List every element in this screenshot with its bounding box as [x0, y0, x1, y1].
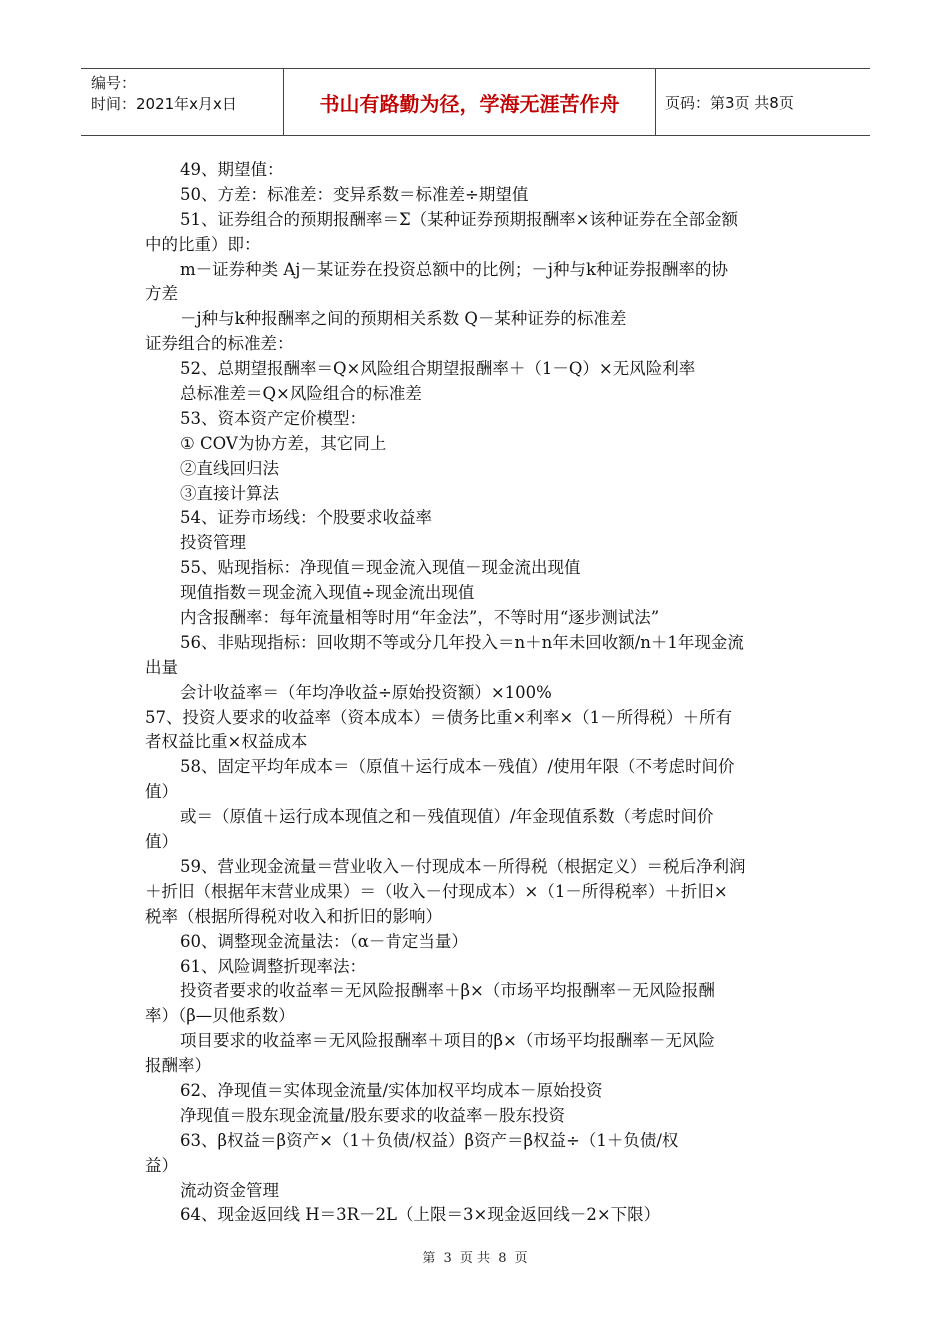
- text-line: －j种与k种报酬率之间的预期相关系数 Q－某种证券的标准差: [180, 309, 627, 329]
- text-line: 53、资本资产定价模型：: [180, 408, 366, 428]
- text-line: 中的比重）即：: [145, 234, 261, 254]
- text-line: 报酬率）: [145, 1056, 211, 1076]
- footer-total-pages: 8: [498, 1251, 507, 1266]
- document-number-label: 编号：: [91, 74, 137, 92]
- page-footer: [0, 1247, 950, 1266]
- header-motto: 书山有路勤为径，学海无涯苦作舟: [283, 69, 656, 135]
- document-body: [145, 158, 810, 1228]
- text-line: 项目要求的收益率＝无风险报酬率＋项目的β×（市场平均报酬率－无风险: [180, 1031, 715, 1051]
- text-line: 现值指数＝现金流入现值÷现金流出现值: [180, 583, 475, 603]
- text-line: ＋折旧（根据年末营业成果）＝（收入－付现成本）×（1－所得税率）＋折旧×: [145, 881, 728, 901]
- text-line: 56、非贴现指标：回收期不等或分几年投入＝n＋n年未回收额/n＋1年现金流: [180, 632, 744, 652]
- text-line: 59、营业现金流量＝营业收入－付现成本－所得税（根据定义）＝税后净利润: [180, 856, 746, 876]
- text-line: 50、方差：标准差：变异系数＝标准差÷期望值: [180, 184, 529, 204]
- text-line: 内含报酬率：每年流量相等时用“年金法”，不等时用“逐步测试法”: [180, 608, 660, 628]
- text-line: 会计收益率＝（年均净收益÷原始投资额）×100%: [180, 682, 552, 702]
- text-line: 或＝（原值＋运行成本现值之和－残值现值）/年金现值系数（考虑时间价: [180, 807, 714, 827]
- page-header: [81, 68, 870, 136]
- header-meta: [81, 69, 283, 135]
- footer-suffix: 页: [514, 1251, 528, 1266]
- text-line: 值）: [145, 832, 178, 852]
- text-line: 64、现金返回线 H＝3R－2L（上限＝3×现金返回线－2×下限）: [180, 1205, 661, 1225]
- text-line: 55、贴现指标：净现值＝现金流入现值－现金流出现值: [180, 558, 581, 578]
- text-line: 投资者要求的收益率＝无风险报酬率＋β×（市场平均报酬率－无风险报酬: [180, 981, 715, 1001]
- footer-middle: 页 共: [459, 1251, 491, 1266]
- text-line: 方差: [145, 284, 178, 304]
- text-line: 51、证券组合的预期报酬率＝Σ（某种证券预期报酬率×该种证券在全部金额: [180, 209, 738, 229]
- text-line: 投资管理: [180, 533, 246, 553]
- text-line: 49、期望值：: [180, 160, 284, 179]
- text-line: ① COV为协方差，其它同上: [180, 433, 387, 453]
- text-line: 52、总期望报酬率＝Q×风险组合期望报酬率＋（1－Q）×无风险利率: [180, 359, 696, 379]
- text-line: 60、调整现金流量法：（α－肯定当量）: [180, 931, 468, 951]
- text-line: 证券组合的标准差：: [145, 334, 294, 354]
- text-line: 62、净现值＝实体现金流量/实体加权平均成本－原始投资: [180, 1080, 603, 1100]
- text-line: 税率（根据所得税对收入和折旧的影响）: [145, 906, 442, 926]
- text-line: 63、β权益＝β资产×（1＋负债/权益）β资产＝β权益÷（1＋负债/权: [180, 1130, 679, 1150]
- footer-page-number: 3: [443, 1251, 452, 1266]
- text-line: 58、固定平均年成本＝（原值＋运行成本－残值）/使用年限（不考虑时间价: [180, 757, 735, 777]
- text-line: 61、风险调整折现率法：: [180, 956, 366, 976]
- text-line: ②直线回归法: [180, 458, 279, 478]
- text-line: 者权益比重×权益成本: [145, 732, 308, 752]
- text-line: 益）: [145, 1155, 178, 1175]
- text-line: 54、证券市场线：个股要求收益率: [180, 508, 432, 528]
- text-line: 值）: [145, 782, 178, 802]
- text-line: 流动资金管理: [180, 1180, 279, 1200]
- header-page-info: 页码：第3页 共8页: [665, 93, 794, 112]
- text-line: ③直接计算法: [180, 483, 279, 503]
- text-line: 净现值＝股东现金流量/股东要求的收益率－股东投资: [180, 1105, 566, 1125]
- text-line: 出量: [145, 657, 178, 677]
- footer-prefix: 第: [422, 1251, 436, 1266]
- text-line: 率）（β—贝他系数）: [145, 1006, 295, 1026]
- text-line: 总标准差＝Q×风险组合的标准差: [180, 384, 422, 404]
- text-line: m－证券种类 Aj－某证券在投资总额中的比例；－j种与k种证券报酬率的协: [180, 259, 729, 279]
- document-time-label: 时间：2021年x月x日: [91, 95, 237, 113]
- text-line: 57、投资人要求的收益率（资本成本）＝债务比重×利率×（1－所得税）＋所有: [145, 707, 733, 727]
